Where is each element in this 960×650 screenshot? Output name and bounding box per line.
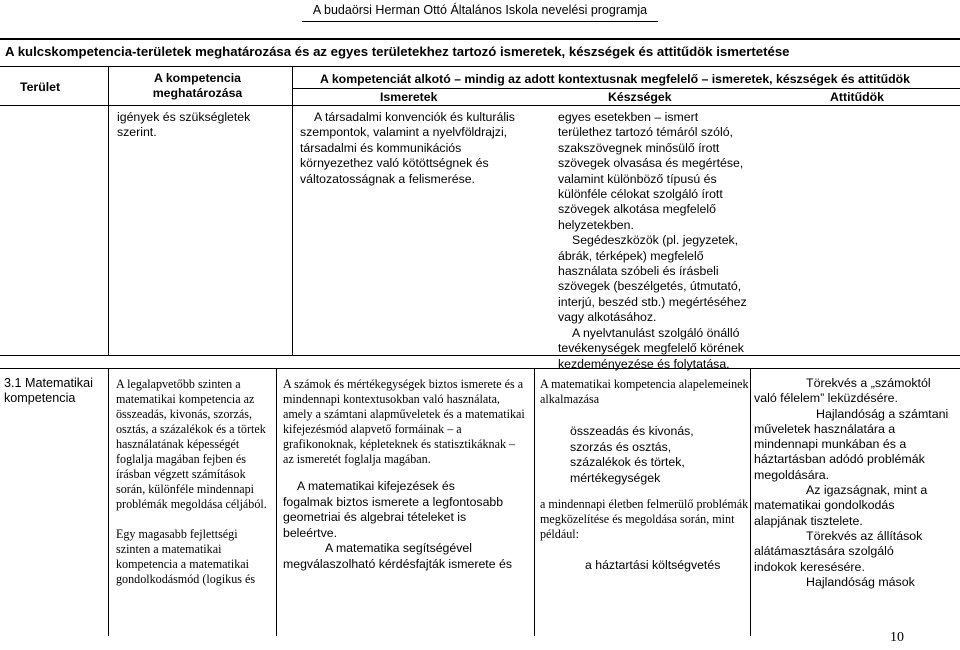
row2-kompetencia: A legalapvetőbb szinten a matematikai kompetencia az összeadás, kivonás, szorzás, osztás, a százalékok és a törtek használatának képességét foglalja magában fejben és írásban végzett számítások során, különféle mindennapi problémák megoldása céljából. Egy magasabb fejlettségi szinten a matematikai kompetencia a matematikai gondolkodásmód (logikus és (116, 377, 267, 586)
row1-ismeretek: A társadalmi konvenciók és kulturális szempontok, valamint a nyelvföldrajzi, társadalmi és kommunikációs környezethez való kötöttségnek és változatosságnak a felismerése. (300, 110, 515, 186)
col-header-kompetencia-line1: A kompetencia (153, 71, 241, 85)
lower-col-divider-2 (276, 368, 277, 636)
row2-keszsegek-d: a háztartási költségvetés (585, 558, 721, 572)
col-header-group: A kompetenciát alkotó – mindig az adott kontextusnak megfelelő – ismeretek, készségek és attitűdök (320, 72, 910, 86)
lower-col-divider-1 (108, 368, 109, 636)
col-header-ismeretek: Ismeretek (380, 90, 438, 104)
table-top-border (0, 38, 960, 40)
table-title: A kulcskompetencia-területek meghatározása és az egyes területekhez tartozó ismeretek, készségek és attitűdök ismertetése (5, 44, 790, 59)
upper-table-bottom-border (0, 355, 960, 356)
lower-table-top-border (0, 368, 960, 369)
col-header-kompetencia-line2: meghatározása (152, 86, 243, 100)
col-header-terulet: Terület (20, 80, 61, 94)
row2-keszsegek-a: A matematikai kompetencia alapelemeinek alkalmazása (540, 377, 749, 406)
row1-keszsegek: egyes esetekben – ismert területhez tartozó témáról szóló, szakszövegnek minősülő írott szövegek olvasása és megértése, valamint különböző típusú és különféle célokat szolgáló írott szövegek alkotása megfelelő helyzetekben. Segédeszközök (pl. jegyzetek, ábrák, térképek) megfelelő használata szóbeli és írásbeli szövegek (beszélgetés, útmutató, interjú, beszéd stb.) megértéséhez vagy alkotásához. A nyelvtanulást szolgáló önálló tevékenységek megfelelő körének kezdeményezése és folytatása. (558, 110, 747, 371)
lower-col-divider-3 (534, 368, 535, 636)
header-bottom-divider (0, 105, 960, 106)
col-divider-2 (292, 66, 293, 355)
row1-kompetencia: igények és szükségletek szerint. (117, 110, 251, 140)
row2-keszsegek-c: a mindennapi életben felmerülő problémák megközelítése és megoldása során, mint például: (540, 497, 749, 541)
col-header-keszsegek: Készségek (608, 90, 672, 104)
col-header-attitudok: Attitűdök (830, 90, 884, 104)
row2-ismeretek-a: A számok és mértékegységek biztos ismerete és a mindennapi kontextusokban való használata, amely a számtani alapműveletek és a matematikai kifejezésmód alapvető formáinak – a grafikonoknak, képleteknek és statisztikáknak – az ismeretét foglalja magában. (283, 377, 525, 466)
table-title-divider (0, 66, 960, 67)
col-header-kompetencia (110, 71, 285, 101)
header-divider (302, 21, 658, 22)
lower-col-divider-4 (750, 368, 751, 636)
header-sub-divider (292, 88, 960, 89)
page-header: A budaörsi Herman Ottó Általános Iskola nevelési programja (312, 3, 648, 17)
row2-terulet: 3.1 Matematikai kompetencia (4, 376, 93, 406)
page-number: 10 (890, 630, 904, 645)
col-divider-1 (108, 66, 109, 355)
row2-keszsegek-b: összeadás és kivonás, szorzás és osztás, százalékok és törtek, mértékegységek (570, 424, 694, 485)
row2-attitudok: Törekvés a „számoktól való félelem” leküzdésére. Hajlandóság a számtani műveletek használatára a mindennapi munkában és a háztartásban adódó problémák megoldására. Az igazságnak, mint a matematikai gondolkodás alapjának tisztelete. Törekvés az állítások alátámasztására szolgáló indokok keresésére. Hajlandóság mások (754, 376, 949, 589)
row2-ismeretek-b: A matematikai kifejezések és fogalmak biztos ismerete a legfontosabb geometriai és algebrai tételeket is beleértve. A matematika segítségével megválaszolható kérdésfajták ismerete és (283, 479, 512, 571)
